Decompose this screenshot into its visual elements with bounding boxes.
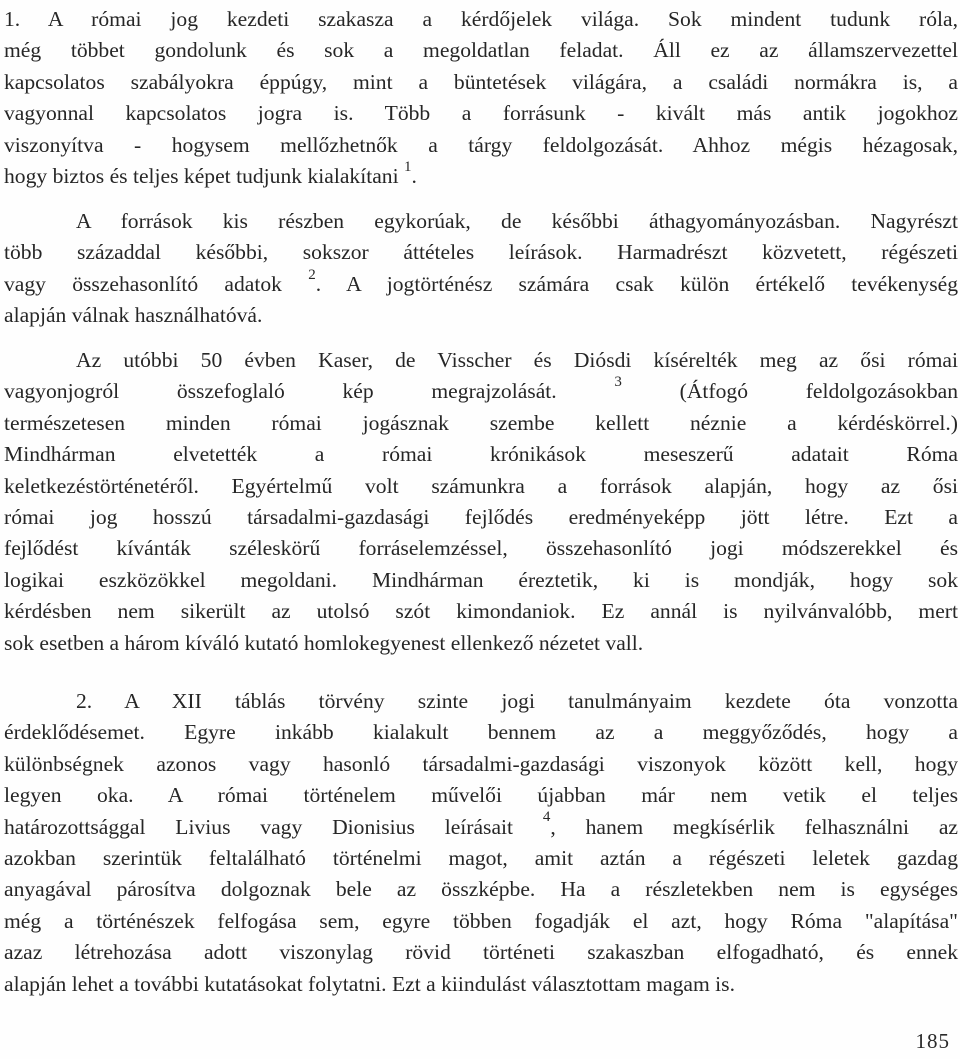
text-line: alapján válnak használhatóvá. <box>4 303 263 328</box>
footnote-mark: 4 <box>542 809 551 826</box>
text-line: vagyonnal kapcsolatos jogra is. Több a forrásunk - kivált más antik jogokhoz <box>4 101 958 126</box>
text-line: fejlődést kívánták széleskörű forráselemzéssel, összehasonlító jogi módszerekkel és <box>4 536 958 561</box>
text-line <box>4 158 958 192</box>
text-line: legyen oka. A római történelem művelői újabban már nem vetik el teljes <box>4 783 958 808</box>
text-line: sok esetben a három kíváló kutató homlokegyenest ellenkező nézetet vall. <box>4 630 644 655</box>
text-fragment: vagy összehasonlító adatok <box>4 271 282 296</box>
text-line: anyagával párosítva dolgoznak bele az összképbe. Ha a részletekben nem is egységes <box>4 877 958 902</box>
text-line: több századdal későbbi, sokszor áttételes leírások. Harmadrészt közvetett, régészeti <box>4 240 958 265</box>
page-number: 185 <box>915 1029 950 1053</box>
text-fragment: . <box>411 163 417 188</box>
text-line: még a történészek felfogása sem, egyre többen fogadják el azt, hogy Róma "alapítása" <box>4 908 958 933</box>
text-line: érdeklődésemet. Egyre inkább kialakult bennem az a meggyőződés, hogy a <box>4 720 958 745</box>
paragraph-2 <box>4 206 958 332</box>
text-line <box>4 376 958 407</box>
text-line: 1. A római jog kezdeti szakasza a kérdőjelek világa. Sok mindent tudunk róla, <box>4 7 958 31</box>
text-line: azaz létrehozása adott viszonylag rövid történeti szakaszban elfogadható, és ennek <box>4 940 958 965</box>
paragraph-3 <box>4 345 958 659</box>
footnote-mark: 2 <box>308 266 316 283</box>
text-fragment: hogy biztos és teljes képet tudjunk kialakítani <box>4 163 399 188</box>
text-line: különbségnek azonos vagy hasonló társadalmi-gazdasági viszonyok között kell, hogy <box>4 751 958 776</box>
text-line: még többet gondolunk és sok a megoldatlan feladat. Áll ez az államszervezettel <box>4 38 958 63</box>
paragraph-4 <box>4 686 958 1000</box>
text-line: keletkezéstörténetéről. Egyértelmű volt számunkra a források alapján, hogy az ősi <box>4 473 958 498</box>
text-line: kérdésben nem sikerült az utolsó szót kimondaniok. Ez annál is nyilvánvalóbb, mert <box>4 599 958 624</box>
text-line: természetesen minden római jogásznak szembe kellett néznie a kérdéskörrel.) <box>4 410 958 435</box>
text-line: kapcsolatos szabályokra éppúgy, mint a büntetések világára, a családi normákra is, a <box>4 69 958 94</box>
text-fragment: , hanem megkísérlik felhasználni az <box>550 814 958 839</box>
text-line: Az utóbbi 50 évben Kaser, de Visscher és Diósdi kísérelték meg az ősi római <box>76 348 958 372</box>
text-line <box>4 809 958 843</box>
text-fragment: (Átfogó feldolgozásokban <box>621 379 959 404</box>
text-fragment: . A jogtörténész számára csak külön értékelő tevékenység <box>315 271 958 296</box>
text-line: viszonyítva - hogysem mellőzhetnők a tárgy feldolgozását. Ahhoz mégis hézagosak, <box>4 132 958 157</box>
text-line: Mindhárman elvetették a római krónikások meseszerű adatait Róma <box>4 442 958 467</box>
text-fragment: vagyonjogról összefoglaló kép megrajzolását. <box>4 379 557 404</box>
text-line: azokban szerintük feltalálható történelmi magot, amit aztán a régészeti leletek gazdag <box>4 845 958 870</box>
text-line <box>4 266 958 300</box>
paragraph-1 <box>4 4 958 192</box>
footnote-mark: 3 <box>614 374 622 391</box>
text-line: 2. A XII táblás törvény szinte jogi tanulmányaim kezdete óta vonzotta <box>76 689 958 713</box>
text-line: római jog hosszú társadalmi-gazdasági fejlődés eredményeképp jött létre. Ezt a <box>4 504 958 529</box>
footnote-mark: 1 <box>404 158 412 175</box>
text-fragment: határozottsággal Livius vagy Dionisius leírásait <box>4 814 514 839</box>
text-line: logikai eszközökkel megoldani. Mindhárman éreztetik, ki is mondják, hogy sok <box>4 567 958 592</box>
text-line: alapján lehet a további kutatásokat folytatni. Ezt a kiindulást választottam magam is. <box>4 971 735 996</box>
text-line: A források kis részben egykorúak, de későbbi áthagyományozásban. Nagyrészt <box>76 209 958 233</box>
